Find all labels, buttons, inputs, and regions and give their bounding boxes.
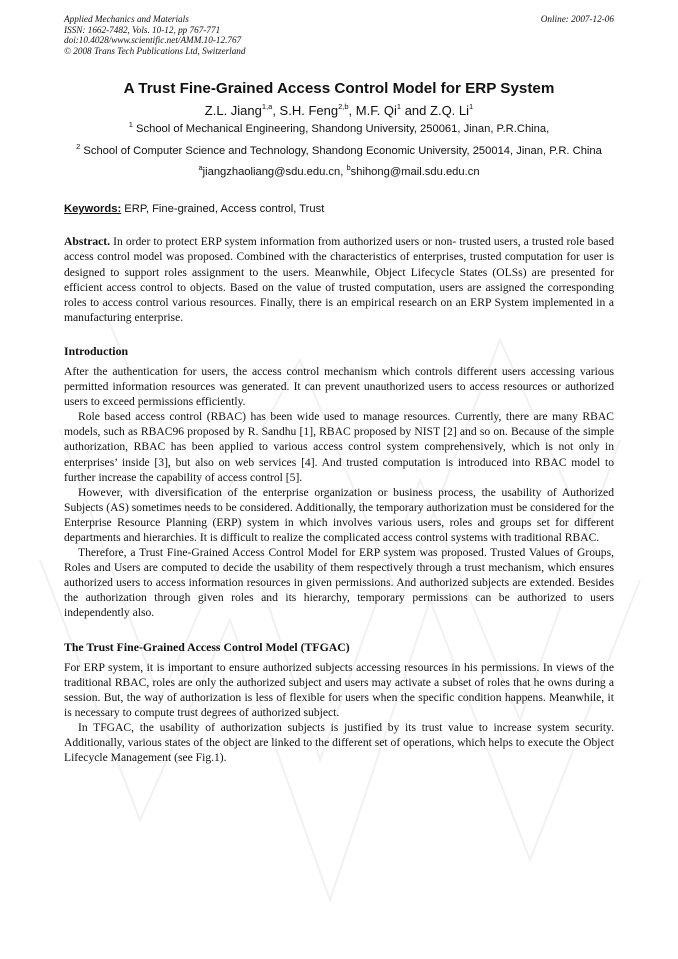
online-date: Online: 2007-12-06 xyxy=(540,14,614,24)
keywords-label: Keywords: xyxy=(64,203,122,216)
section-heading-tfgac: The Trust Fine-Grained Access Control Model (TFGAC) xyxy=(64,639,350,654)
author-name: Z.Q. Li xyxy=(430,103,470,119)
abstract-label: Abstract. xyxy=(64,235,111,249)
body-paragraph: For ERP system, it is important to ensure authorized subjects accessing resources in his permissions. In views of the traditional RBAC, roles are only the authorized subject and users may activate a subset of roles that he owns during a session. But, the way of authorization is less of flexible for users when the specific condition happens. Meanwhile, it is necessary to compute trust degrees of authorized subject. xyxy=(64,660,614,719)
author-separator: and xyxy=(401,103,431,119)
body-paragraph: Therefore, a Trust Fine-Grained Access Control Model for ERP system was proposed. Trusted Values of Groups, Roles and Users are computed to decide the usability of them respectively through a trust mechanism, which ensures authorized users to access information resources in given permissions. And authorized subjects are extended. Besides the authorization through given roles and its hierarchy, temporary permissions can be authorized to users independently also. xyxy=(64,546,614,620)
author-name: M.F. Qi xyxy=(355,103,397,119)
abstract-text: In order to protect ERP system information from authorized users or non- trusted users, a trusted role based access control model was proposed. Combined with the characteristics of enterprises, trusted computation for user is designed to support roles assignment to the users. Meanwhile, Object Lifecycle States (OLSs) are presented for efficient access control to objects. Based on the value of trusted computation, users are assigned the corresponding roles to access control various resources. Finally, there is an empirical research on an ERP System implemented in a manufacturing enterprise. xyxy=(64,235,614,324)
section-heading-introduction: Introduction xyxy=(64,343,129,358)
affiliation-text: School of Mechanical Engineering, Shandong University, 250061, Jinan, P.R.China, xyxy=(136,123,550,136)
body-paragraph: After the authentication for users, the access control mechanism which controls different users accessing various permitted information resources was generated. It can prevent unauthorized users to access resources or authorized users to exceed permissions efficiently. xyxy=(64,364,614,409)
body-paragraph: Role based access control (RBAC) has been wide used to manage resources. Currently, there are many RBAC models, such as RBAC96 proposed by R. Sandhu [1], RBAC proposed by NIST [2] and so on. Because of the simple authorization, RBAC has been applied to various access control system comprehensively, which is not only in enterprises’ inside [3], but also on web services [4]. And trusted computation is introduced into RBAC model to further increase the capability of access control [5]. xyxy=(64,410,614,484)
email-superscript: a xyxy=(198,162,203,172)
affiliation-superscript: 2 xyxy=(76,141,81,151)
journal-name: Applied Mechanics and Materials xyxy=(64,14,189,24)
email-link[interactable]: shihong@mail.sdu.edu.cn xyxy=(350,166,480,179)
journal-header xyxy=(64,14,614,56)
email-link[interactable]: jiangzhaoliang@sdu.edu.cn, xyxy=(202,166,347,179)
keywords-text: ERP, Fine-grained, Access control, Trust xyxy=(121,203,325,216)
author-separator: , xyxy=(272,103,280,119)
affiliation-text: School of Computer Science and Technology, Shandong Economic University, 250014, Jinan, P.R. China xyxy=(83,145,602,158)
affiliation-2 xyxy=(64,141,614,159)
keywords xyxy=(64,202,614,216)
abstract xyxy=(64,234,614,325)
author-list xyxy=(64,102,614,119)
author-superscript: 2,b xyxy=(338,102,349,112)
body-paragraph: In TFGAC, the usability of authorization subjects is justified by its trust value to increase system security. Additionally, various states of the object are linked to the different set of operations, which helps to execute the Object Lifecycle Management (see Fig.1). xyxy=(64,720,614,765)
affiliation-1 xyxy=(64,119,614,137)
paper-page xyxy=(64,14,614,765)
issn-line: ISSN: 1662-7482, Vols. 10-12, pp 767-771 xyxy=(64,24,221,35)
author-superscript: 1 xyxy=(469,102,474,112)
doi-line: doi:10.4028/www.scientific.net/AMM.10-12.767 xyxy=(64,35,242,46)
email-superscript: b xyxy=(346,162,351,172)
author-name: S.H. Feng xyxy=(279,103,339,119)
author-separator: , xyxy=(348,103,356,119)
author-superscript: 1 xyxy=(396,102,402,112)
author-superscript: 1,a xyxy=(261,102,273,112)
email-line xyxy=(64,162,614,180)
body-paragraph: However, with diversification of the enterprise organization or business process, the usability of Authorized Subjects (AS) sometimes needs to be considered. Additionally, the temporary authorization must be considered for the Enterprise Resource Planning (ERP) system in which involves various users, roles and groups set for different departments and hierarchies. It is difficult to realize the complicated access control systems with traditional RBAC. xyxy=(64,485,614,544)
affiliation-superscript: 1 xyxy=(128,119,133,129)
paper-title: A Trust Fine-Grained Access Control Model for ERP System xyxy=(123,80,555,98)
copyright-line: © 2008 Trans Tech Publications Ltd, Switzerland xyxy=(64,45,246,56)
author-name: Z.L. Jiang xyxy=(204,103,262,119)
